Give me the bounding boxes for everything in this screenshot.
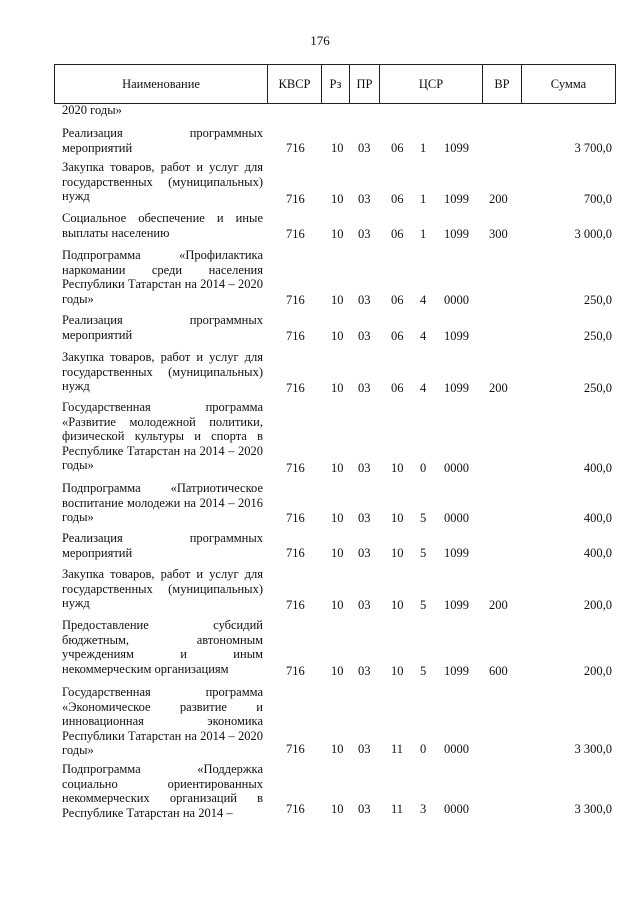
row-8-name: Реализация программных мероприятий (62, 531, 263, 560)
row-9-sum: 200,0 (583, 598, 612, 612)
row-7-name: Подпрограмма «Патриотическое воспитание молодежи на 2014 – 2016 годы» (62, 481, 263, 524)
row-6-name: Государственная программа «Развитие молодежной политики, физической культуры и спорта в Республике Татарстан на 2014 – 2020 годы» (62, 400, 263, 472)
row-6-csr3: 0000 (444, 461, 469, 475)
row-7-pr: 03 (358, 511, 371, 525)
row-0-csr1: 06 (391, 141, 404, 155)
row-6-kvsr: 716 (286, 461, 305, 475)
row-11-kvsr: 716 (286, 742, 305, 756)
row-7-sum: 400,0 (583, 511, 612, 525)
row-5-sum: 250,0 (583, 381, 612, 395)
page-number: 176 (310, 33, 330, 48)
row-3-csr2: 4 (420, 293, 427, 307)
row-12-kvsr: 716 (286, 802, 305, 816)
row-1-csr3: 1099 (444, 192, 469, 206)
header-sum: Сумма (521, 65, 615, 103)
row-1-rz: 10 (331, 192, 344, 206)
header-vr: ВР (482, 65, 521, 103)
row-12-csr1: 11 (391, 802, 404, 816)
row-3-name: Подпрограмма «Профилактика наркомании среди населения Республики Татарстан на 2014 – 2020 годы» (62, 248, 263, 306)
row-11-rz: 10 (331, 742, 344, 756)
row-3-rz: 10 (331, 293, 344, 307)
row-5-rz: 10 (331, 381, 344, 395)
row-1-sum: 700,0 (583, 192, 612, 206)
row-10-csr2: 5 (420, 664, 427, 678)
row-9-pr: 03 (358, 598, 371, 612)
row-2-pr: 03 (358, 227, 371, 241)
row-7-csr3: 0000 (444, 511, 469, 525)
row-7-csr1: 10 (391, 511, 404, 525)
row-9-csr2: 5 (420, 598, 427, 612)
row-7-rz: 10 (331, 511, 344, 525)
row-6-pr: 03 (358, 461, 371, 475)
row-2-csr1: 06 (391, 227, 404, 241)
row-9-vr: 200 (489, 598, 508, 612)
row-8-csr3: 1099 (444, 546, 469, 560)
row-8-rz: 10 (331, 546, 344, 560)
row-3-sum: 250,0 (583, 293, 612, 307)
row-10-vr: 600 (489, 664, 508, 678)
row-1-vr: 200 (489, 192, 508, 206)
row-5-csr2: 4 (420, 381, 427, 395)
row-3-kvsr: 716 (286, 293, 305, 307)
row-8-csr1: 10 (391, 546, 404, 560)
row-3-csr1: 06 (391, 293, 404, 307)
row-9-name: Закупка товаров, работ и услуг для государственных (муниципальных) нужд (62, 567, 263, 610)
row-4-pr: 03 (358, 329, 371, 343)
row-3-csr3: 0000 (444, 293, 469, 307)
row-5-csr3: 1099 (444, 381, 469, 395)
row-12-rz: 10 (331, 802, 344, 816)
row-12-csr3: 0000 (444, 802, 469, 816)
row-8-csr2: 5 (420, 546, 427, 560)
row-10-kvsr: 716 (286, 664, 305, 678)
row-2-kvsr: 716 (286, 227, 305, 241)
row-2-vr: 300 (489, 227, 508, 241)
row-7-csr2: 5 (420, 511, 427, 525)
row-8-pr: 03 (358, 546, 371, 560)
row-10-name: Предоставление субсидий бюджетным, автономным учреждениям и иным некоммерческим организациям (62, 618, 263, 676)
row-0-name: Реализация программных мероприятий (62, 126, 263, 155)
row-6-sum: 400,0 (583, 461, 612, 475)
row-6-csr2: 0 (420, 461, 427, 475)
row-9-kvsr: 716 (286, 598, 305, 612)
row-10-csr3: 1099 (444, 664, 469, 678)
row-5-pr: 03 (358, 381, 371, 395)
row-0-csr3: 1099 (444, 141, 469, 155)
header-rz: Рз (321, 65, 349, 103)
row-1-kvsr: 716 (286, 192, 305, 206)
row-10-sum: 200,0 (583, 664, 612, 678)
row-2-sum: 3 000,0 (574, 227, 612, 241)
row-5-csr1: 06 (391, 381, 404, 395)
row-0-csr2: 1 (420, 141, 427, 155)
row-0-rz: 10 (331, 141, 344, 155)
row-12-csr2: 3 (420, 802, 427, 816)
row-9-csr3: 1099 (444, 598, 469, 612)
row-4-sum: 250,0 (583, 329, 612, 343)
row-0-sum: 3 700,0 (574, 141, 612, 155)
row-4-name: Реализация программных мероприятий (62, 313, 263, 342)
row-11-pr: 03 (358, 742, 371, 756)
row-6-csr1: 10 (391, 461, 404, 475)
row-12-pr: 03 (358, 802, 371, 816)
row-4-csr3: 1099 (444, 329, 469, 343)
row-8-sum: 400,0 (583, 546, 612, 560)
row-2-csr3: 1099 (444, 227, 469, 241)
row-4-rz: 10 (331, 329, 344, 343)
row-12-sum: 3 300,0 (574, 802, 612, 816)
row-12-name: Подпрограмма «Поддержка социально ориентированных некоммерческих организаций в Республике Татарстан на 2014 – (62, 762, 263, 820)
row-5-kvsr: 716 (286, 381, 305, 395)
row-10-rz: 10 (331, 664, 344, 678)
row-10-pr: 03 (358, 664, 371, 678)
row-1-name: Закупка товаров, работ и услуг для государственных (муниципальных) нужд (62, 160, 263, 203)
row-3-pr: 03 (358, 293, 371, 307)
row-5-vr: 200 (489, 381, 508, 395)
continuation-text: 2020 годы» (62, 103, 122, 117)
row-0-pr: 03 (358, 141, 371, 155)
row-1-csr2: 1 (420, 192, 427, 206)
header-kvsr: КВСР (267, 65, 321, 103)
row-4-kvsr: 716 (286, 329, 305, 343)
header-name: Наименование (122, 76, 200, 91)
row-10-csr1: 10 (391, 664, 404, 678)
row-11-csr3: 0000 (444, 742, 469, 756)
row-2-csr2: 1 (420, 227, 427, 241)
row-11-csr1: 11 (391, 742, 404, 756)
row-5-name: Закупка товаров, работ и услуг для государственных (муниципальных) нужд (62, 350, 263, 393)
row-1-csr1: 06 (391, 192, 404, 206)
row-2-rz: 10 (331, 227, 344, 241)
row-9-rz: 10 (331, 598, 344, 612)
row-4-csr2: 4 (420, 329, 427, 343)
row-11-name: Государственная программа «Экономическое развитие и инновационная экономика Республики Татарстан на 2014 – 2020 годы» (62, 685, 263, 757)
row-11-csr2: 0 (420, 742, 427, 756)
row-7-kvsr: 716 (286, 511, 305, 525)
header-pr: ПР (349, 65, 379, 103)
row-0-kvsr: 716 (286, 141, 305, 155)
row-2-name: Социальное обеспечение и иные выплаты населению (62, 211, 263, 240)
row-4-csr1: 06 (391, 329, 404, 343)
row-8-kvsr: 716 (286, 546, 305, 560)
row-11-sum: 3 300,0 (574, 742, 612, 756)
row-1-pr: 03 (358, 192, 371, 206)
row-9-csr1: 10 (391, 598, 404, 612)
row-6-rz: 10 (331, 461, 344, 475)
header-csr: ЦСР (379, 65, 482, 103)
